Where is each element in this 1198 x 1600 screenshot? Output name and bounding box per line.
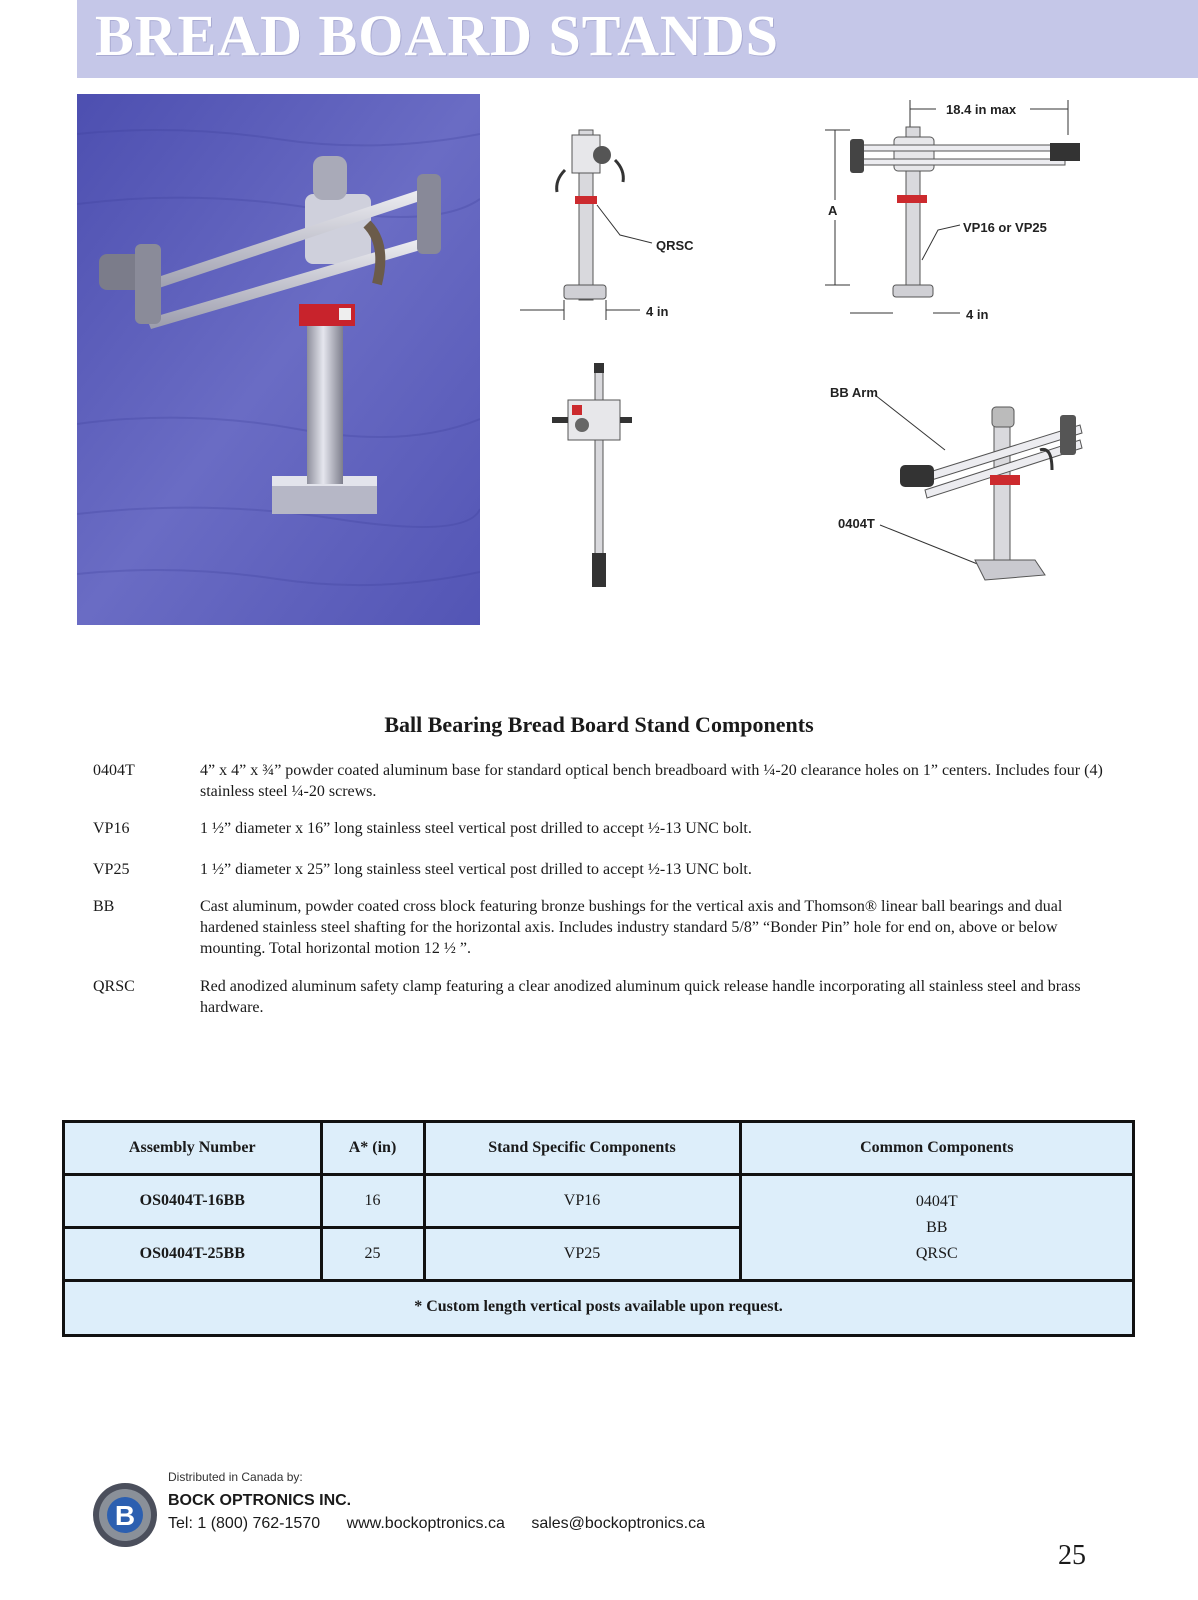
top-view-drawing bbox=[552, 363, 632, 587]
component-code: VP25 bbox=[93, 861, 130, 878]
base-callout: 0404T bbox=[838, 516, 875, 531]
distributed-label: Distributed in Canada by: bbox=[168, 1470, 303, 1484]
specific-component: VP16 bbox=[424, 1175, 740, 1228]
phone-number: Tel: 1 (800) 762-1570 bbox=[168, 1515, 321, 1532]
email-link[interactable]: sales@bockoptronics.ca bbox=[531, 1515, 705, 1532]
website-link[interactable]: www.bockoptronics.ca bbox=[346, 1515, 505, 1532]
specific-component: VP25 bbox=[424, 1228, 740, 1281]
table-row bbox=[65, 1175, 1132, 1228]
height-dimension-label: A bbox=[828, 203, 838, 218]
common-component: BB bbox=[926, 1218, 948, 1236]
page-title: BREAD BOARD STANDS bbox=[95, 3, 780, 68]
right-width-label: 4 in bbox=[966, 307, 989, 322]
qrsc-callout: QRSC bbox=[656, 238, 694, 253]
left-width-label: 4 in bbox=[646, 304, 669, 319]
column-header: Common Components bbox=[740, 1123, 1132, 1175]
table-header-row bbox=[65, 1123, 1132, 1175]
common-components bbox=[740, 1175, 1132, 1281]
contact-line bbox=[168, 1515, 727, 1533]
logo-letter: B bbox=[114, 1500, 136, 1531]
column-header: Stand Specific Components bbox=[424, 1123, 740, 1175]
isometric-drawing bbox=[875, 395, 1082, 580]
table-note-row bbox=[65, 1281, 1132, 1333]
page-header bbox=[77, 0, 1198, 78]
table-note: * Custom length vertical posts available upon request. bbox=[65, 1281, 1132, 1333]
component-description: Red anodized aluminum safety clamp featuring a clear anodized aluminum quick release handle incorporating all stainless steel and brass hardware. bbox=[200, 978, 1081, 1016]
common-component: QRSC bbox=[915, 1244, 958, 1262]
component-description: 1 ½” diameter x 25” long stainless steel vertical post drilled to accept ½-13 UNC bolt. bbox=[200, 861, 752, 878]
component-description: 4” x 4” x ¾” powder coated aluminum base for standard optical bench breadboard with ¼-20 clearance holes on 1” centers. Includes four (4) stainless steel ¼-20 screws. bbox=[200, 762, 1103, 800]
arm-length-label: 18.4 in max bbox=[946, 102, 1017, 117]
company-logo bbox=[92, 1482, 158, 1553]
product-photo bbox=[77, 94, 480, 625]
section-title: Ball Bearing Bread Board Stand Components bbox=[384, 712, 814, 737]
company-name: BOCK OPTRONICS INC. bbox=[168, 1492, 352, 1509]
page-number: 25 bbox=[1058, 1540, 1086, 1571]
technical-drawings bbox=[520, 95, 1100, 615]
component-code: 0404T bbox=[93, 762, 135, 779]
component-code: VP16 bbox=[93, 820, 130, 837]
component-code: BB bbox=[93, 898, 115, 915]
a-value: 25 bbox=[321, 1228, 424, 1281]
column-header: Assembly Number bbox=[65, 1123, 321, 1175]
a-value: 16 bbox=[321, 1175, 424, 1228]
post-callout: VP16 or VP25 bbox=[963, 220, 1047, 235]
component-description: Cast aluminum, powder coated cross block featuring bronze bushings for the vertical axis and Thomson® linear ball bearings and dual hardened stainless steel shafting for the horizontal axis. Includes industry standard 5/8” “Bonder Pin” hole for end on, above or below mounting. Total horizontal motion 12 ½ ”. bbox=[200, 898, 1063, 957]
column-header: A* (in) bbox=[321, 1123, 424, 1175]
stand-rendering bbox=[77, 94, 480, 625]
front-view-drawing bbox=[825, 100, 1080, 313]
common-component: 0404T bbox=[915, 1192, 958, 1210]
assembly-table bbox=[62, 1120, 1135, 1337]
component-description: 1 ½” diameter x 16” long stainless steel vertical post drilled to accept ½-13 UNC bolt. bbox=[200, 820, 752, 837]
assembly-number: OS0404T-25BB bbox=[65, 1228, 321, 1281]
side-view-drawing bbox=[520, 130, 652, 320]
component-code: QRSC bbox=[93, 978, 135, 995]
bb-arm-callout: BB Arm bbox=[830, 385, 878, 400]
assembly-number: OS0404T-16BB bbox=[65, 1175, 321, 1228]
